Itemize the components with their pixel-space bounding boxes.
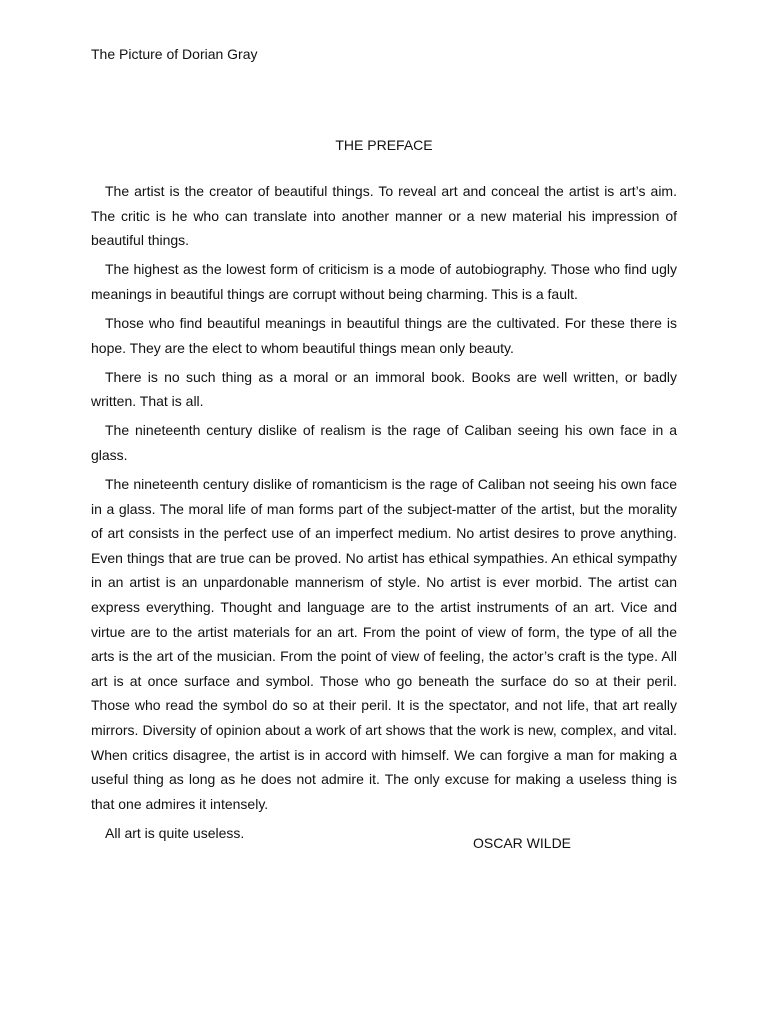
paragraph: The artist is the creator of beautiful things. To reveal art and conceal the artist is art’s aim. The critic is he who can translate into another manner or a new material his impression of beautiful things. [91, 183, 677, 249]
paragraph: The nineteenth century dislike of realism is the rage of Caliban seeing his own face in a glass. [91, 422, 677, 463]
running-header: The Picture of Dorian Gray [91, 46, 258, 62]
section-title: THE PREFACE [335, 137, 433, 153]
paragraph: The nineteenth century dislike of romanticism is the rage of Caliban not seeing his own face in a glass. The moral life of man forms part of the subject-matter of the artist, but the morality of art consists in the perfect use of an imperfect medium. No artist desires to prove anything. Even things that are true can be proved. No artist has ethical sympathies. An ethical sympathy in an artist is an unpardonable mannerism of style. No artist is ever morbid. The artist can express everything. Thought and language are to the artist instruments of an art. Vice and virtue are to the artist materials for an art. From the point of view of form, the type of all the arts is the art of the musician. From the point of view of feeling, the actor’s craft is the type. All art is at once surface and symbol. Those who go beneath the surface do so at their peril. Those who read the symbol do so at their peril. It is the spectator, and not life, that art really mirrors. Diversity of opinion about a work of art shows that the work is new, complex, and vital. When critics disagree, the artist is in accord with himself. We can forgive a man for making a useful thing as long as he does not admire it. The only excuse for making a useless thing is that one admires it intensely. [91, 476, 677, 812]
paragraph: All art is quite useless. [105, 824, 245, 841]
paragraph: Those who find beautiful meanings in beautiful things are the cultivated. For these there is hope. They are the elect to whom beautiful things mean only beauty. [91, 314, 677, 356]
author-signature: OSCAR WILDE [473, 835, 572, 851]
paragraph: There is no such thing as a moral or an immoral book. Books are well written, or badly written. That is all. [91, 368, 677, 410]
preface-body [91, 179, 677, 850]
paragraph: The highest as the lowest form of criticism is a mode of autobiography. Those who find ugly meanings in beautiful things are corrupt without being charming. This is a fault. [91, 261, 677, 302]
